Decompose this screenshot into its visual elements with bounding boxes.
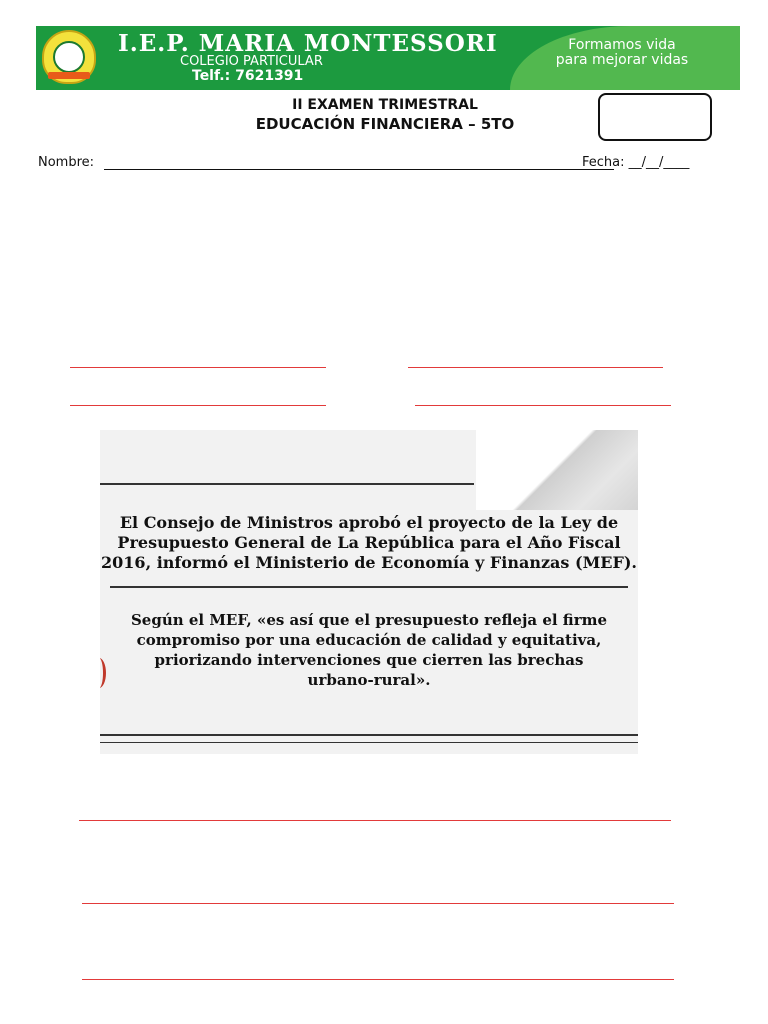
news-clipping (100, 430, 638, 754)
school-type: COLEGIO PARTICULAR (180, 54, 323, 69)
answer-line[interactable] (79, 820, 671, 821)
school-phone: Telf.: 7621391 (192, 68, 304, 84)
answer-line[interactable] (82, 979, 674, 980)
school-crest-icon (42, 30, 96, 84)
answer-line[interactable] (82, 903, 674, 904)
answer-line[interactable] (70, 367, 326, 368)
name-date-row (38, 155, 728, 175)
divider (100, 483, 474, 485)
page-curl (476, 430, 638, 510)
answer-line[interactable] (70, 405, 326, 406)
exam-title: II EXAMEN TRIMESTRAL (292, 97, 478, 113)
answer-line[interactable] (408, 367, 663, 368)
header-banner (36, 26, 740, 90)
school-name: I.E.P. MARIA MONTESSORI (118, 30, 498, 57)
answer-line[interactable] (415, 405, 671, 406)
name-field[interactable] (104, 169, 614, 170)
slogan-line-1: Formamos vida (568, 37, 676, 53)
news-paragraph-2: Según el MEF, «es así que el presupuesto refleja el firme compromiso por una educación de calidad y equitativa, priorizando intervenciones que cierren las brechas urbano-rural». (130, 611, 608, 689)
news-paragraph-1: El Consejo de Ministros aprobó el proyecto de la Ley de Presupuesto General de La República para el Año Fiscal 2016, informó el Ministerio de Economía y Finanzas (MEF). (101, 513, 637, 572)
slogan-line-2: para mejorar vidas (555, 52, 689, 68)
divider (110, 586, 628, 588)
exam-subject: EDUCACIÓN FINANCIERA – 5TO (255, 115, 515, 133)
date-field[interactable]: Fecha: __/__/____ (582, 155, 690, 170)
divider (100, 734, 638, 736)
grade-box[interactable] (598, 93, 712, 141)
name-label: Nombre: (38, 155, 95, 170)
divider (100, 742, 638, 743)
slogan (522, 38, 722, 68)
